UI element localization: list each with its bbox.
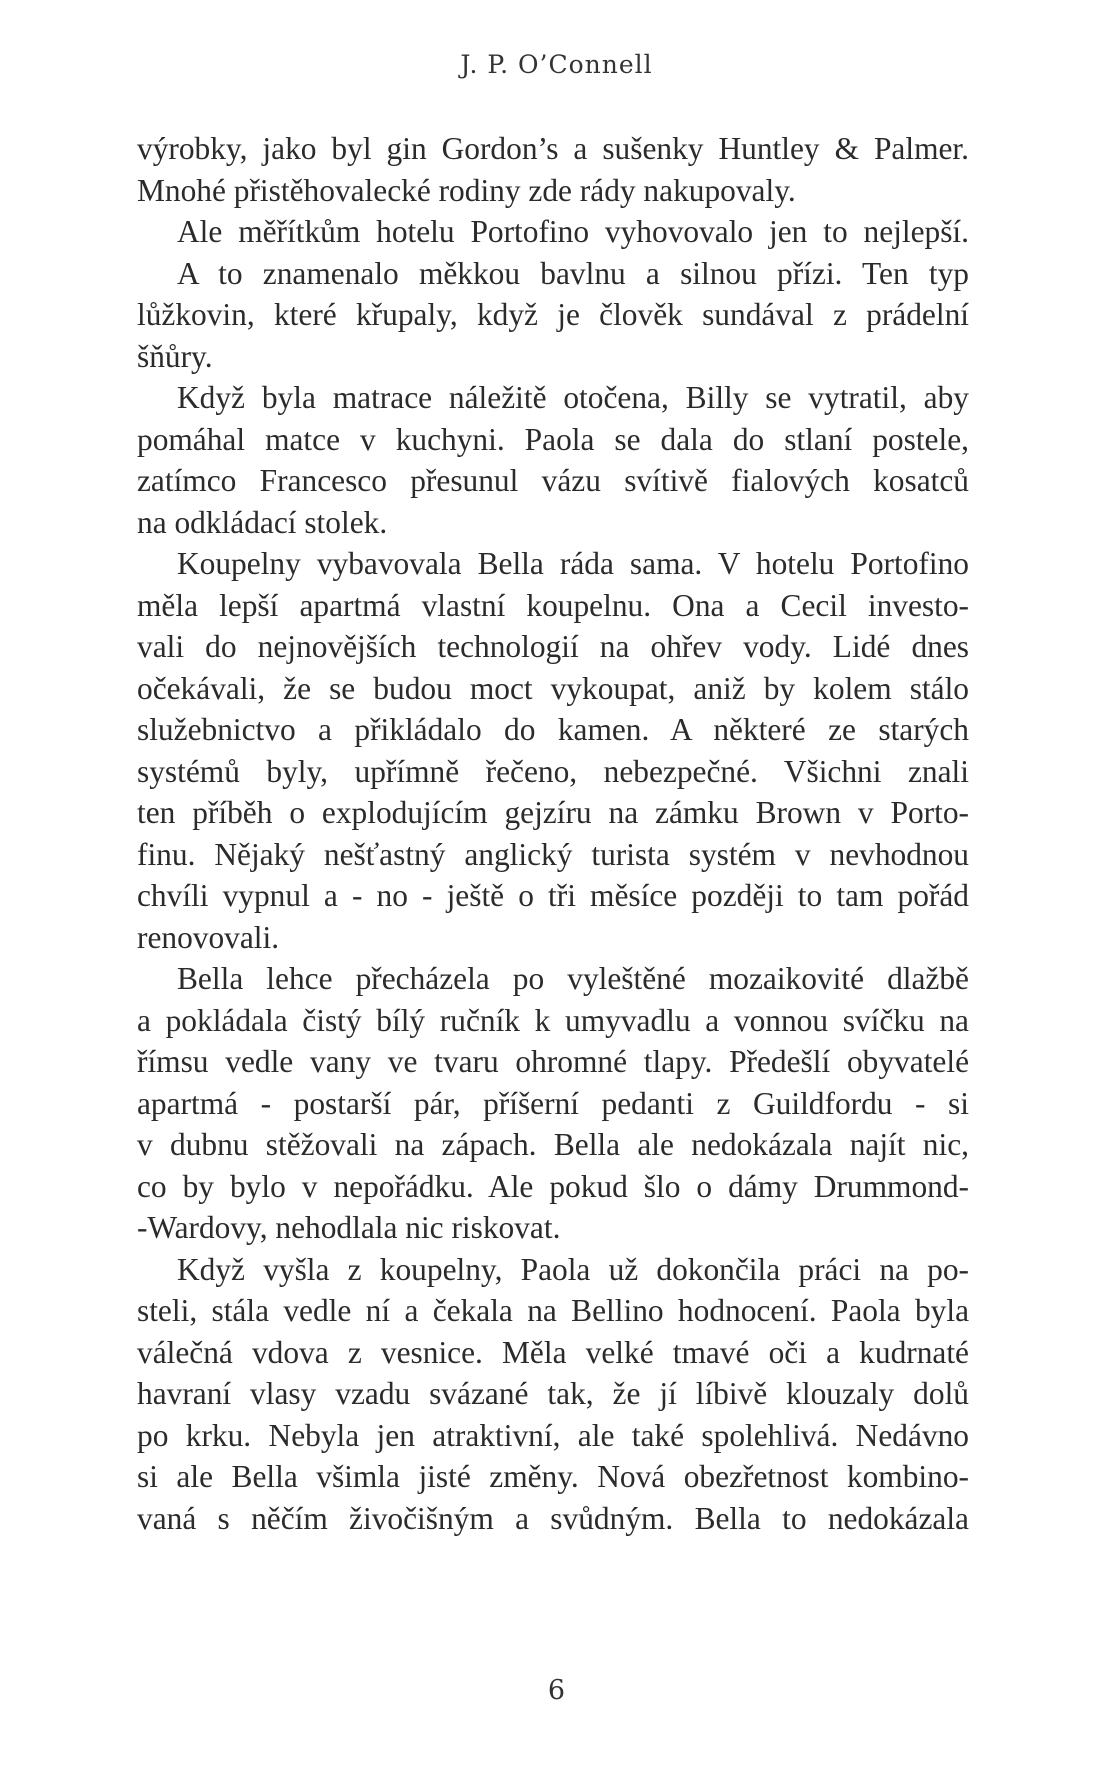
text-line: -Wardovy, nehodlala nic riskovat. <box>137 1210 561 1245</box>
running-head: J. P. O’Connell <box>460 50 653 79</box>
text-line: v dubnu stěžovali na zápach. Bella ale nedokázala najít nic, <box>137 1127 969 1162</box>
text-line: lůžkovin, které křupaly, když je člověk sundával z prádelní <box>137 297 969 332</box>
text-line: výrobky, jako byl gin Gordon’s a sušenky Huntley & Palmer. <box>137 131 969 166</box>
text-line: Koupelny vybavovala Bella ráda sama. V hotelu Portofino <box>177 546 969 581</box>
text-line: očekávali, že se budou moct vykoupat, aniž by kolem stálo <box>137 670 969 706</box>
text-line: chvíli vypnul a - no - ještě o tři měsíce později to tam pořád <box>137 878 969 913</box>
text-line: zatímco Francesco přesunul vázu svítivě fialových kosatců <box>137 463 969 498</box>
text-line: Mnohé přistěhovalecké rodiny zde rády nakupovaly. <box>137 172 796 208</box>
text-line: si ale Bella všimla jisté změny. Nová obezřetnost kombino- <box>137 1459 969 1494</box>
text-line: po krku. Nebyla jen atraktivní, ale také spolehlivá. Nedávno <box>137 1417 969 1453</box>
text-line: válečná vdova z vesnice. Měla velké tmavé oči a kudrnaté <box>137 1334 969 1370</box>
text-line: Bella lehce přecházela po vyleštěné mozaikovité dlažbě <box>177 961 969 996</box>
text-line: finu. Nějaký nešťastný anglický turista systém v nevhodnou <box>137 836 969 872</box>
text-line: apartmá - postarší pár, příšerní pedanti z Guildfordu - si <box>137 1085 969 1121</box>
page-number: 6 <box>547 1675 566 1706</box>
text-line: Ale měřítkům hotelu Portofino vyhovovalo jen to nejlepší. <box>177 214 969 249</box>
text-line: steli, stála vedle ní a čekala na Bellino hodnocení. Paola byla <box>137 1293 969 1328</box>
text-line: služebnictvo a přikládalo do kamen. A některé ze starých <box>137 712 969 747</box>
text-line: systémů byly, upřímně řečeno, nebezpečné. Všichni znali <box>137 753 969 789</box>
text-line: vali do nejnovějších technologií na ohřev vody. Lidé dnes <box>137 629 969 664</box>
text-line: na odkládací stolek. <box>137 504 388 540</box>
text-line: vaná s něčím živočišným a svůdným. Bella to nedokázala <box>137 1500 969 1536</box>
text-line: měla lepší apartmá vlastní koupelnu. Ona a Cecil investo- <box>137 587 969 623</box>
text-line: renovovali. <box>137 919 280 955</box>
text-line: ten příběh o explodujícím gejzíru na zámku Brown v Porto- <box>137 795 969 830</box>
text-line: havraní vlasy vzadu svázané tak, že jí líbivě klouzaly dolů <box>137 1376 969 1411</box>
text-line: římsu vedle vany ve tvaru ohromné tlapy. Předešlí obyvatelé <box>137 1044 969 1079</box>
text-line: Když vyšla z koupelny, Paola už dokončila práci na po- <box>177 1251 969 1287</box>
body-text <box>137 128 969 1539</box>
text-line: Když byla matrace náležitě otočena, Billy se vytratil, aby <box>177 380 969 415</box>
text-line: a pokládala čistý bílý ručník k umyvadlu a vonnou svíčku na <box>137 1002 969 1038</box>
text-line: pomáhal matce v kuchyni. Paola se dala do stlaní postele, <box>137 421 969 457</box>
text-line: A to znamenalo měkkou bavlnu a silnou přízi. Ten typ <box>177 255 969 291</box>
text-line: co by bylo v nepořádku. Ale pokud šlo o dámy Drummond- <box>137 1168 969 1204</box>
text-line: šňůry. <box>137 338 213 374</box>
